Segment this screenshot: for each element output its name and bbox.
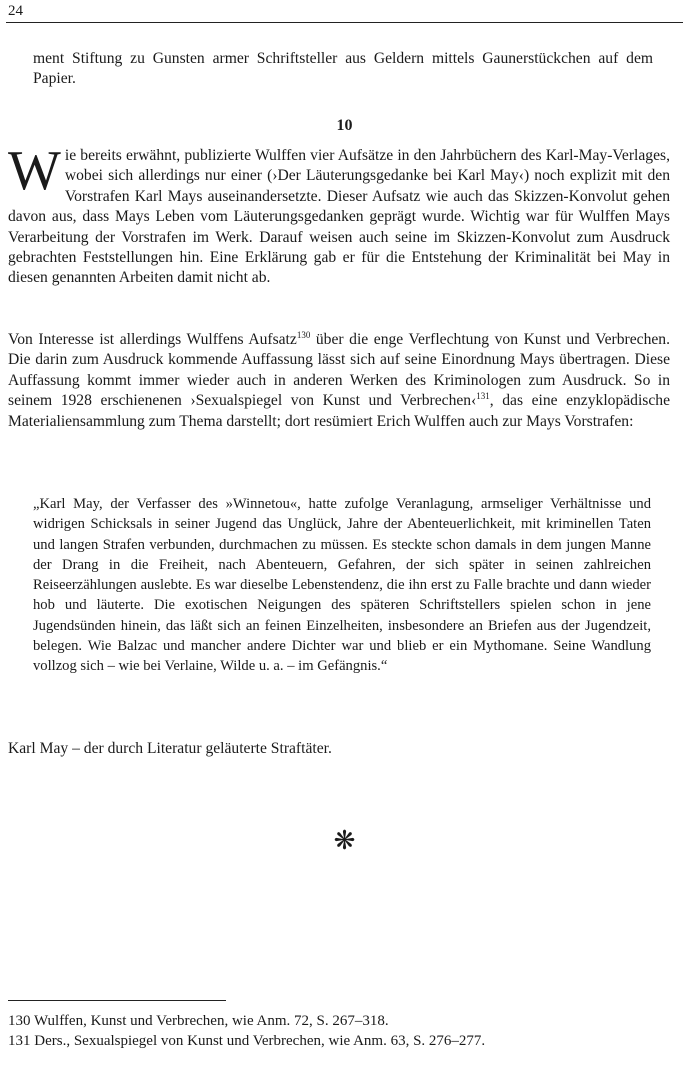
summary-line: Karl May – der durch Literatur geläuterte Straftäter. [8,740,332,757]
body-text-part-1: Von Interesse ist allerdings Wulffens Aufsatz [8,331,297,348]
section-ornament-icon: ❋ [333,826,356,855]
body-paragraph [8,330,670,432]
block-quote: „Karl May, der Verfasser des »Winnetou«, hatte zufolge Veranlagung, armseliger Verhältnisse und widrigen Schicksals in seiner Jugend das Unglück, Jahre der Abenteuerlichkeit, mit kriminellen Taten und langen Strafen verbunden, durchmachen zu müssen. Es steckte schon damals in dem jungen Manne der Drang in die Freiheit, nach Abenteuern, Gefahren, der sich später in seinen zahlreichen Reiseerzählungen auslebte. Es war dieselbe Lebenstendenz, die ihn erst zu Falle brachte und dann wieder hob und läuterte. Die exotischen Neigungen des späteren Schriftstellers spielen schon in jene Jugendsünden hinein, das läßt sich an feinen Einzelheiten, insbesondere an Briefen aus der Jugendzeit, belegen. Wie Balzac und mancher andere Dichter war und blieb er ein Mythomane. Seine Wandlung vollzog sich – wie bei Verlaine, Wilde u. a. – im Gefängnis.“ [33,496,651,675]
body-text-part-2: über die enge Verflechtung von Kunst und Verbrechen. Die darin zum Ausdruck kommende Auffassung lässt sich auf seine Einordnung Mays übertragen. Diese Auffassung kommt immer wieder auch in anderen Werken des Kriminologen zum Ausdruck. So in seinem 1928 erschienenen ›Sexualspiegel von Kunst und Verbrechen‹ [8,331,670,410]
footnotes [8,1011,668,1051]
footnote-ref-131[interactable]: 131 [476,391,490,402]
header-rule [6,22,683,23]
footnote-131: 131 Ders., Sexualspiegel von Kunst und Verbrechen, wie Anm. 63, S. 276–277. [8,1033,486,1049]
footnote-rule [8,1000,226,1001]
footnote-130: 130 Wulffen, Kunst und Verbrechen, wie Anm. 72, S. 267–318. [8,1013,389,1029]
opening-paragraph-text: ie bereits erwähnt, publizierte Wulffen vier Aufsätze in den Jahrbüchern des Karl-May-Verlages, wobei sich allerdings nur einer (›Der Läuterungsgedanke bei Karl May‹) noch explizit mit den Vorstrafen Karl Mays auseinandersetzte. Dieser Aufsatz wie auch das Skizzen-Konvolut gehen davon aus, dass Mays Leben vom Läuterungsgedanken geprägt wurde. Wichtig war für Wulffen Mays Verarbeitung der Vorstrafen im Werk. Darauf weisen auch seine im Skizzen-Konvolut zum Ausdruck gebrachten Feststellungen hin. Eine Erklärung gab er für die Entstehung der Kriminalität bei May in diesen genannten Arbeiten damit nicht ab. [8,147,670,287]
continued-paragraph: ment Stiftung zu Gunsten armer Schriftsteller aus Geldern mittels Gaunerstückchen auf dem Papier. [33,50,653,88]
page-number: 24 [8,3,23,19]
opening-paragraph [8,140,670,289]
footnote-ref-130[interactable]: 130 [296,329,311,340]
section-number: 10 [336,117,353,134]
body-text-part-3: , das eine enzyklopädische Materialiensammlung zum Thema darstellt; dort resümiert Erich Wulffen auch zur Mays Vorstrafen: [8,392,670,430]
drop-cap: W [8,140,61,202]
